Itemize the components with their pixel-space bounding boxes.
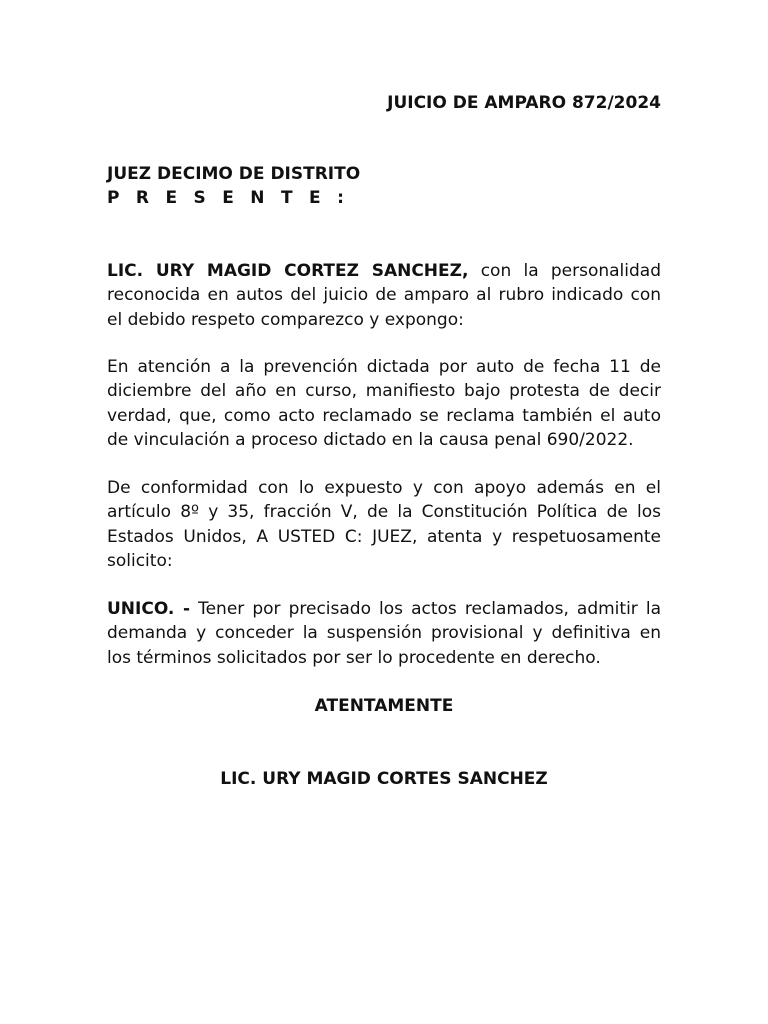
addressee-block bbox=[107, 162, 360, 211]
addressee-judge: JUEZ DECIMO DE DISTRITO bbox=[107, 164, 361, 184]
paragraph-introduction bbox=[107, 259, 661, 332]
signature-name: LIC. URY MAGID CORTES SANCHEZ bbox=[220, 769, 548, 789]
request-label: UNICO. - bbox=[107, 599, 191, 619]
paragraph-prevention-text: En atención a la prevención dictada por auto de fecha 11 de diciembre del año en curso, manifiesto bajo protesta de decir verdad, que, como acto reclamado se reclama también el auto de vinculación a proceso dictado en la causa penal 690/2022. bbox=[107, 357, 661, 450]
paragraph-request-text: Tener por precisado los actos reclamados, admitir la demanda y conceder la suspensión provisional y definitiva en los términos solicitados por ser lo procedente en derecho. bbox=[107, 599, 661, 668]
closing-salutation: ATENTAMENTE bbox=[314, 696, 454, 716]
paragraph-legal-basis-text: De conformidad con lo expuesto y con apoyo además en el artículo 8º y 35, fracción V, de la Constitución Política de los Estados Unidos, A USTED C: JUEZ, atenta y respetuosamente solicito: bbox=[107, 478, 661, 571]
paragraph-legal-basis bbox=[107, 476, 661, 573]
paragraph-prevention bbox=[107, 355, 661, 452]
petitioner-name: LIC. URY MAGID CORTEZ SANCHEZ, bbox=[107, 261, 469, 281]
addressee-presente: P R E S E N T E : bbox=[107, 188, 350, 209]
paragraph-request bbox=[107, 597, 661, 670]
paragraph-introduction-text: con la personalidad reconocida en autos del juicio de amparo al rubro indicado con el debido respeto comparezco y expongo: bbox=[107, 261, 661, 330]
case-number-heading: JUICIO DE AMPARO 872/2024 bbox=[387, 93, 661, 113]
